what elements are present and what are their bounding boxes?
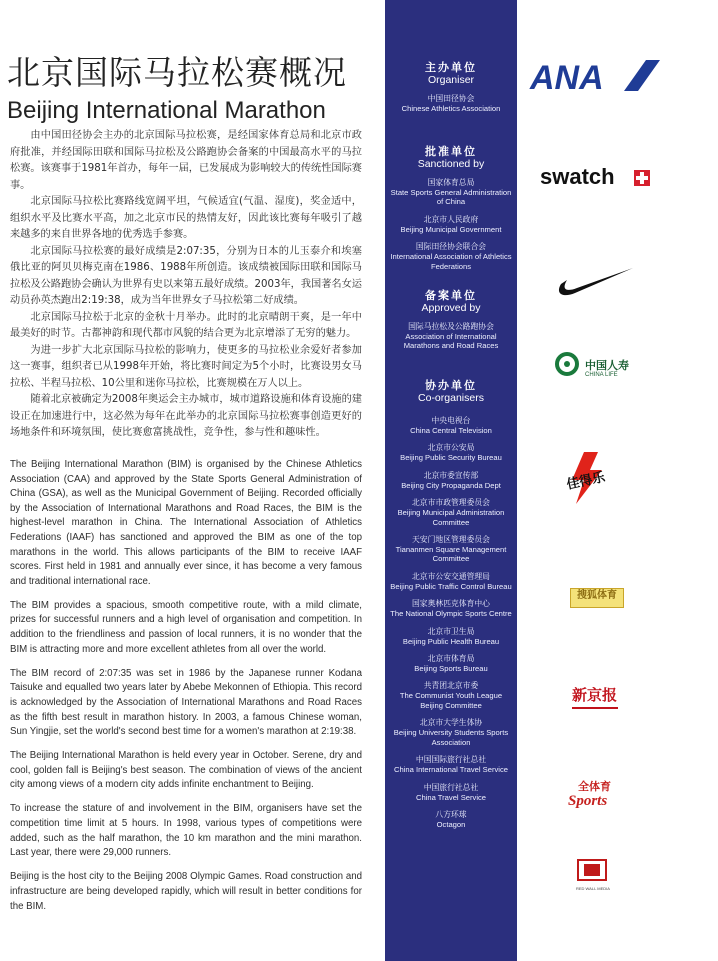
sidebar-entry xyxy=(389,215,513,234)
entry-name-en: China Travel Service xyxy=(415,792,487,802)
entry-name-zh: 共青团北京市委 xyxy=(423,681,479,691)
page-title-english: Beijing International Marathon xyxy=(7,97,326,124)
chinese-paragraph: 为进一步扩大北京国际马拉松的影响力，使更多的马拉松业余爱好者参加这一赛事，组织者已从1998年开始，将比赛时间定为5个小时，比赛设男女马拉松、半程马拉松、10公里和迷你马拉松，比赛规模在万人以上。 xyxy=(10,344,362,389)
entry-name-en: The Communist Youth League Beijing Committee xyxy=(399,691,503,710)
sidebar-entry xyxy=(389,681,513,710)
entry-name-en: Beijing City Propaganda Dept xyxy=(401,480,501,490)
sports-logo xyxy=(568,778,611,808)
entry-name-zh: 八方环球 xyxy=(435,809,467,819)
gatorade-zh: 佳得乐 xyxy=(565,470,607,493)
sanctioned-heading-en: Sanctioned by xyxy=(417,158,485,170)
coorganisers-heading-zh: 协办单位 xyxy=(425,379,477,392)
sidebar-entry xyxy=(389,755,513,774)
entry-name-en: Beijing University Students Sports Association xyxy=(393,728,509,747)
chinese-paragraph: 北京国际马拉松赛的最好成绩是2:07:35，分别为日本的儿玉泰介和埃塞俄比亚的阿贝贝梅克南在1986、1988年所创造。该成绩被国际田联和国际马拉松及公路跑协会确认为世界有史以来第五最好成绩。2003年，我国著名女运动员孙英杰跑出2:19:38，成为当年世界女子马拉松第二好成绩。 xyxy=(10,245,362,306)
entry-name-en: The National Olympic Sports Centre xyxy=(390,609,512,619)
entry-name-en: Tiananmen Square Management Committee xyxy=(395,545,507,564)
english-text-block xyxy=(10,458,362,924)
sidebar-entry xyxy=(389,178,513,207)
entry-name-zh: 国家奥林匹克体育中心 xyxy=(412,599,490,609)
entry-name-zh: 中国田径协会 xyxy=(427,94,475,103)
entry-name-zh: 北京市市政管理委员会 xyxy=(412,498,490,508)
sidebar-entry xyxy=(389,718,513,747)
entry-name-en: International Association of Athletics Federations xyxy=(390,252,512,271)
red-wall-media-logo xyxy=(576,858,610,891)
entry-name-zh: 北京市卫生局 xyxy=(427,626,475,636)
entry-name-en: China International Travel Service xyxy=(394,765,508,775)
china-life-en: CHINA LIFE xyxy=(585,372,618,378)
sidebar-entry xyxy=(389,654,513,673)
entry-name-en: Octagon xyxy=(436,819,466,829)
approved-group xyxy=(389,290,513,359)
sidebar-entry xyxy=(389,572,513,591)
coorganisers-group xyxy=(389,380,513,837)
china-life-zh: 中国人寿 xyxy=(585,359,629,372)
sidebar-entry xyxy=(389,322,513,351)
entry-name-en: Beijing Municipal Government xyxy=(400,224,502,234)
entry-name-zh: 北京市公安局 xyxy=(427,443,475,453)
sidebar-entry xyxy=(389,783,513,802)
entry-name-en: Beijing Municipal Administration Committee xyxy=(397,508,505,527)
sidebar-entry xyxy=(389,599,513,618)
page-title-chinese: 北京国际马拉松赛概况 xyxy=(7,53,347,92)
entry-name-zh: 国际马拉松及公路跑协会 xyxy=(408,322,494,331)
sohu-sports-zh: 搜狐体育 xyxy=(577,590,617,601)
english-paragraph: The BIM record of 2:07:35 was set in 1986 by the Japanese runner Kodana Taisuke and equalled two years later by Abebe Mekonnen of Ethiopia. This record is acknowledged by the Association of International Marathons and Road Races as the fifth best result in marathon history. In 2003, a famous Chinese woman, Sun Yingjie, set the world's second best time for a women's marathon at 2:19:38. xyxy=(10,667,362,738)
chinese-paragraph: 随着北京被确定为2008年奥运会主办城市，城市道路设施和体育设施的建设正在加速进行中，这必然为每年在此举办的北京国际马拉松赛事创造更好的场地条件和环境氛围，使比赛愈富挑战性，竞争性，参与性和趣味性。 xyxy=(10,394,362,438)
entry-name-zh: 中国旅行社总社 xyxy=(423,782,479,792)
sidebar-entry xyxy=(389,498,513,527)
entry-name-zh: 北京市公安交通管理局 xyxy=(412,571,490,581)
swatch-logo-text: swatch xyxy=(540,164,615,189)
chinese-paragraph: 由中国田径协会主办的北京国际马拉松赛，是经国家体育总局和北京市政府批准，并经国际田联和国际马拉松及公路跑协会备案的中国最高水平的马拉松赛。该赛事于1981年首办，每年一届，已发展成为影响较大的传统性国际赛事。 xyxy=(10,130,362,191)
sidebar-entry xyxy=(389,471,513,490)
sidebar-entry xyxy=(389,416,513,435)
entry-name-en: Beijing Public Health Bureau xyxy=(402,636,500,646)
entry-name-zh: 北京市委宣传部 xyxy=(423,470,479,480)
sidebar-entry xyxy=(389,535,513,564)
english-paragraph: Beijing is the host city to the Beijing 2008 Olympic Games. Road construction and infrastructure are being developed rapidly, which will result in better conditions for the BIM. xyxy=(10,871,362,912)
chinese-paragraph: 北京国际马拉松于北京的金秋十月举办。此时的北京晴朗干爽，是一年中最美好的时节。古都神韵和现代都市风貌的结合更为北京增添了无穷的魅力。 xyxy=(10,311,362,339)
entry-name-zh: 中国国际旅行社总社 xyxy=(415,755,487,765)
entry-name-zh: 北京市人民政府 xyxy=(423,214,479,224)
organiser-heading-en: Organiser xyxy=(427,74,475,86)
swatch-logo xyxy=(540,162,665,196)
entry-name-en: Association of International Marathons and Road Races xyxy=(403,332,499,351)
sidebar-entry xyxy=(389,810,513,829)
chinese-text-block xyxy=(10,128,362,442)
organiser-group xyxy=(389,62,513,121)
sidebar-entry xyxy=(389,242,513,271)
entry-name-en: Chinese Athletics Association xyxy=(401,104,501,113)
organiser-heading-zh: 主办单位 xyxy=(425,61,477,74)
entry-name-en: Beijing Public Security Bureau xyxy=(400,453,502,463)
entry-name-en: Beijing Sports Bureau xyxy=(414,664,488,674)
approved-heading-zh: 备案单位 xyxy=(425,289,477,302)
sports-logo-zh: 全体育 xyxy=(578,780,611,793)
sidebar-entry xyxy=(389,627,513,646)
english-paragraph: The Beijing International Marathon (BIM) is organised by the Chinese Athletics Association (CAA) and approved by the State Sports General Administration of China (GSA), as well as the Municipal Government of Beijing. Recorded officially by the Association of International Marathons and Road Races, the BIM is the highest-level marathon in China. The International Association of Athletics Federations (IAAF) has sanctioned and approved the BIM as one of the top marathons in the world. This allows participants of the BIM to receive IAAF scores. First held in 1981 and annually ever since, it has become a very famous and traditional international race. xyxy=(10,459,362,587)
xinjingbao-zh: 新京报 xyxy=(572,686,618,704)
entry-name-zh: 北京市体育局 xyxy=(427,654,475,664)
red-wall-media-text: RED WALL MEDIA xyxy=(576,886,610,891)
english-paragraph: The BIM provides a spacious, smooth competitive route, with a mild climate, prizes for successful runners and a high level of organisation and competition. In addition to the friendliness and passion of local runners, it is no wonder that the BIM is attracting more and more excellent athletes from all over the world. xyxy=(10,599,362,655)
coorganisers-heading-en: Co-organisers xyxy=(418,392,484,404)
gatorade-logo xyxy=(562,452,612,508)
organisers-sidebar xyxy=(385,0,517,961)
entry-name-zh: 国家体育总局 xyxy=(427,178,475,187)
sanctioned-heading-zh: 批准单位 xyxy=(425,145,477,158)
entry-name-zh: 国际田径协会联合会 xyxy=(415,242,487,252)
entry-name-en: State Sports General Administration of China xyxy=(390,188,512,207)
sohu-sports-logo xyxy=(570,588,624,608)
entry-name-zh: 天安门地区管理委员会 xyxy=(412,535,490,545)
sports-logo-en: Sports xyxy=(568,793,608,809)
entry-name-en: Beijing Public Traffic Control Bureau xyxy=(390,581,512,591)
sanctioned-group xyxy=(389,146,513,279)
entry-name-en: China Central Television xyxy=(410,426,492,435)
china-life-logo xyxy=(555,350,675,388)
entry-name-zh: 中央电视台 xyxy=(431,416,471,425)
nike-swoosh-icon xyxy=(555,262,635,302)
entry-name-zh: 北京市大学生体协 xyxy=(419,718,483,728)
ana-logo xyxy=(528,58,662,100)
sidebar-entry xyxy=(389,443,513,462)
sidebar-entry xyxy=(389,94,513,113)
english-paragraph: To increase the stature of and involvement in the BIM, organisers have set the competition time limit at 5 hours. In 1998, various types of competitions were added, such as the half marathon, the 10 km marathon and the mini marathon. Last year, there were 29,000 runners. xyxy=(10,803,362,859)
ana-logo-text: ANA xyxy=(530,59,604,96)
approved-heading-en: Approved by xyxy=(421,302,481,314)
english-paragraph: The Beijing International Marathon is held every year in October. Serene, dry and cool, golden fall is Beijing's best season. The combination of views of the ancient city among views of a modern city adds infinite enchantment to Beijing. xyxy=(10,750,362,791)
chinese-paragraph: 北京国际马拉松比赛路线宽阔平坦，气候适宜(气温、湿度)，奖金适中，组织水平及比赛水平高，加之北京市民的热情友好，因此该比赛每年吸引了越来越多的来自世界各地的优秀选手参赛。 xyxy=(10,196,362,240)
xinjingbao-logo xyxy=(572,684,618,709)
